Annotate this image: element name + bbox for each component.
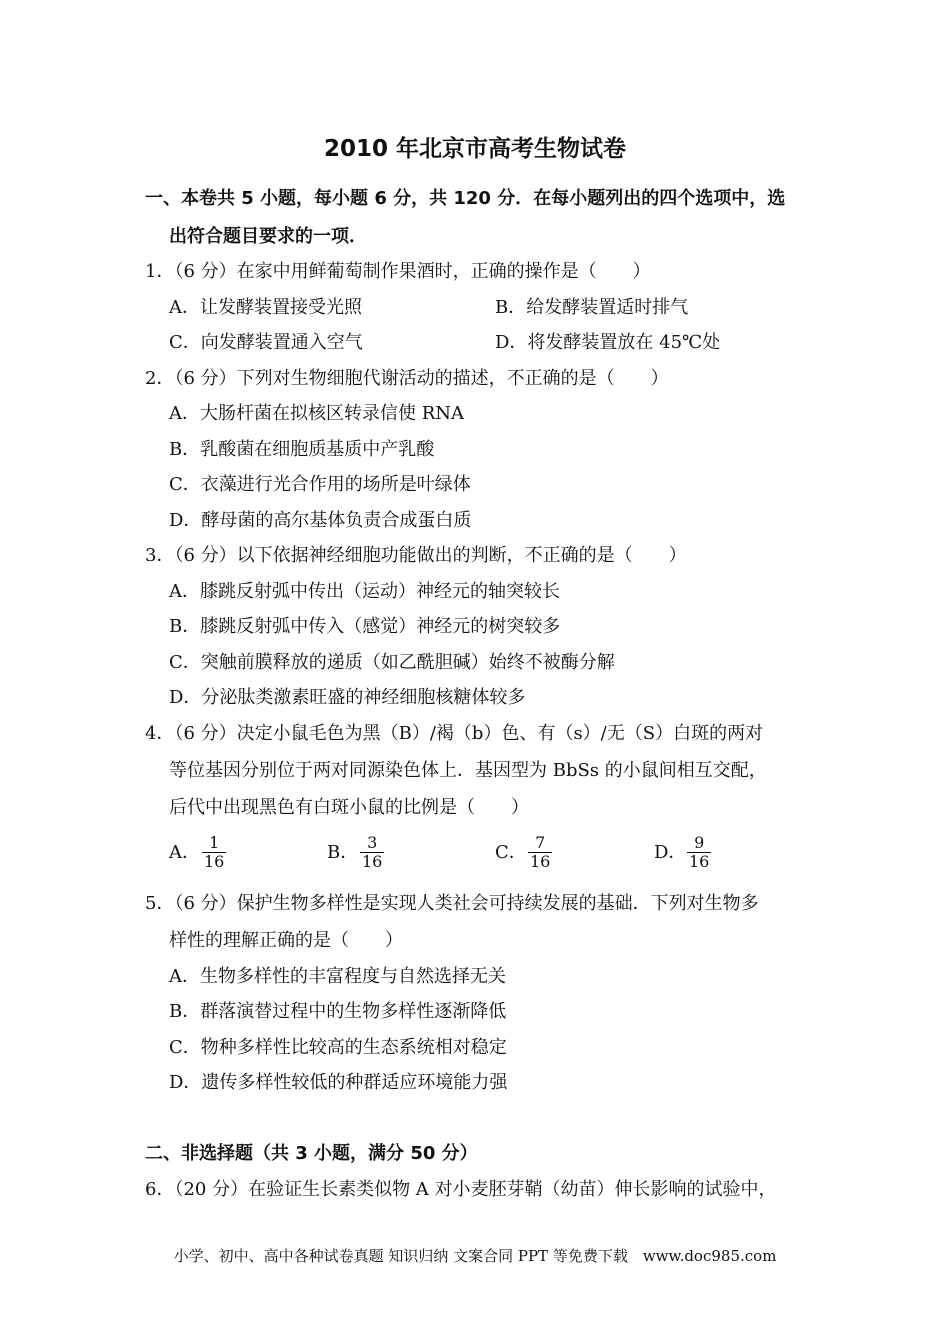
- question-3-option-b: B．膝跳反射弧中传入（感觉）神经元的树突较多: [169, 616, 561, 637]
- question-2-option-d: D．酵母菌的高尔基体负责合成蛋白质: [169, 510, 472, 531]
- section-1-heading-line-1: 一、本卷共 5 小题，每小题 6 分，共 120 分．在每小题列出的四个选项中，选: [145, 188, 786, 209]
- fraction-denominator: 16: [530, 852, 551, 871]
- question-4-option-a-fraction: [201, 834, 227, 871]
- question-4-stem-line-2: 等位基因分别位于两对同源染色体上．基因型为 BbSs 的小鼠间相互交配，: [169, 760, 767, 781]
- fraction-denominator: 16: [362, 852, 383, 871]
- section-2-heading: 二、非选择题（共 3 小题，满分 50 分）: [145, 1143, 478, 1164]
- question-4-option-b-label: B．: [327, 842, 359, 863]
- question-4-option-c-label: C．: [495, 842, 527, 863]
- question-1-option-c: C．向发酵装置通入空气: [169, 332, 363, 353]
- question-1-option-a: A．让发酵装置接受光照: [169, 297, 362, 318]
- question-5-stem-line-1: 5．（6 分）保护生物多样性是实现人类社会可持续发展的基础．下列对生物多: [145, 893, 759, 914]
- question-5-option-a: A．生物多样性的丰富程度与自然选择无关: [169, 966, 506, 987]
- fraction-numerator: 1: [209, 833, 220, 852]
- question-4-stem-line-3: 后代中出现黑色有白斑小鼠的比例是（ ）: [169, 797, 529, 818]
- fraction-numerator: 9: [694, 833, 705, 852]
- question-1-option-b: B．给发酵装置适时排气: [495, 297, 689, 318]
- question-1-option-d: D．将发酵装置放在 45℃处: [495, 332, 721, 353]
- question-4-stem-line-1: 4．（6 分）决定小鼠毛色为黑（B）/褐（b）色、有（s）/无（S）白斑的两对: [145, 723, 764, 744]
- question-3-option-a: A．膝跳反射弧中传出（运动）神经元的轴突较长: [169, 581, 560, 602]
- question-2-option-c: C．衣藻进行光合作用的场所是叶绿体: [169, 474, 471, 495]
- question-1-stem: 1．（6 分）在家中用鲜葡萄制作果酒时，正确的操作是（ ）: [145, 261, 651, 282]
- question-5-option-c: C．物种多样性比较高的生态系统相对稳定: [169, 1037, 507, 1058]
- page-footer: 小学、初中、高中各种试卷真题 知识归纳 文案合同 PPT 等免费下载 www.doc985.com: [173, 1247, 777, 1265]
- question-4-option-d-label: D．: [654, 842, 687, 863]
- question-4-option-b-fraction: [359, 834, 385, 871]
- section-1-heading-line-2: 出符合题目要求的一项．: [169, 226, 367, 247]
- question-4-option-d-fraction: [686, 834, 712, 871]
- question-6-stem-line-1: 6．（20 分）在验证生长素类似物 A 对小麦胚芽鞘（幼苗）伸长影响的试验中，: [145, 1179, 777, 1200]
- fraction-denominator: 16: [689, 852, 710, 871]
- question-3-option-d: D．分泌肽类激素旺盛的神经细胞核糖体较多: [169, 687, 526, 708]
- question-4-option-c-fraction: [527, 834, 553, 871]
- fraction-numerator: 3: [367, 833, 378, 852]
- question-2-option-b: B．乳酸菌在细胞质基质中产乳酸: [169, 439, 435, 460]
- question-3-stem: 3．（6 分）以下依据神经细胞功能做出的判断，不正确的是（ ）: [145, 545, 687, 566]
- question-5-stem-line-2: 样性的理解正确的是（ ）: [169, 930, 403, 951]
- question-2-option-a: A．大肠杆菌在拟核区转录信使 RNA: [169, 403, 465, 424]
- page-title: 2010 年北京市高考生物试卷: [323, 136, 627, 162]
- fraction-denominator: 16: [204, 852, 225, 871]
- fraction-numerator: 7: [535, 833, 546, 852]
- question-2-stem: 2．（6 分）下列对生物细胞代谢活动的描述，不正确的是（ ）: [145, 368, 669, 389]
- question-5-option-d: D．遗传多样性较低的种群适应环境能力强: [169, 1072, 508, 1093]
- question-5-option-b: B．群落演替过程中的生物多样性逐渐降低: [169, 1001, 507, 1022]
- question-3-option-c: C．突触前膜释放的递质（如乙酰胆碱）始终不被酶分解: [169, 652, 615, 673]
- question-4-option-a-label: A．: [169, 842, 200, 863]
